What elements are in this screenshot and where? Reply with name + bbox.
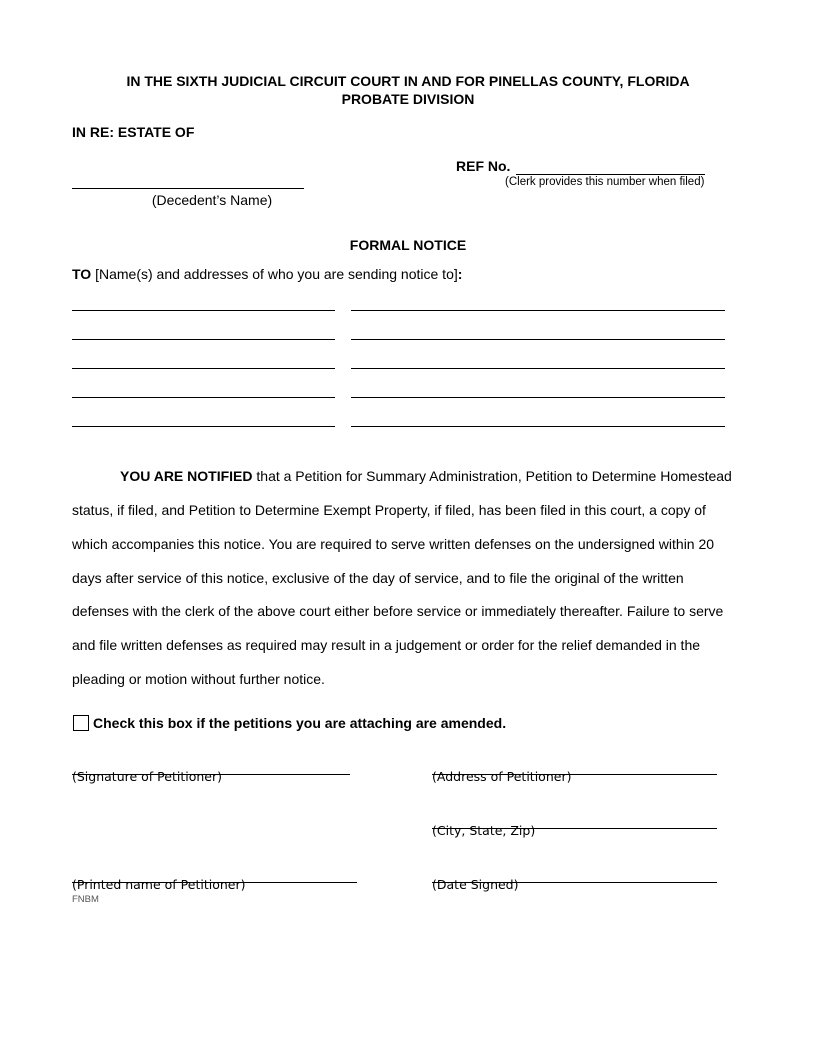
amended-checkbox-label: Check this box if the petitions you are attaching are amended. [93, 715, 507, 731]
notice-body-line-7: pleading or motion without further notice. [72, 671, 325, 687]
recipient-name-field-2[interactable] [72, 325, 335, 340]
recipient-name-field-5[interactable] [72, 412, 335, 427]
recipient-name-field-1[interactable] [72, 296, 335, 311]
you-are-notified-label: YOU ARE NOTIFIED [120, 468, 253, 484]
recipient-name-field-3[interactable] [72, 354, 335, 369]
to-instruction [72, 266, 462, 282]
notice-body-line-2: status, if filed, and Petition to Determine Exempt Property, if filed, has been filed in this court, a copy of [72, 502, 706, 518]
petitioner-printed-name-label: (Printed name of Petitioner) [72, 877, 246, 892]
petitioner-city-state-zip-label: (City, State, Zip) [432, 823, 536, 838]
recipient-address-field-2[interactable] [351, 325, 725, 340]
ref-number-label: REF No. [456, 158, 511, 174]
in-re-estate-label: IN RE: ESTATE OF [72, 124, 195, 140]
recipient-address-field-1[interactable] [351, 296, 725, 311]
petitioner-signature-label: (Signature of Petitioner) [72, 769, 222, 784]
formal-notice-title: FORMAL NOTICE [349, 237, 467, 253]
decedent-name-field[interactable] [72, 174, 304, 189]
court-header-line2: PROBATE DIVISION [341, 91, 475, 107]
to-instruction-text: [Name(s) and addresses of who you are sending notice to] [91, 266, 458, 282]
decedent-name-label: (Decedent’s Name) [151, 192, 273, 208]
notice-body-line-6: and file written defenses as required may result in a judgement or order for the relief demanded in the [72, 637, 701, 653]
petitioner-address-label: (Address of Petitioner) [432, 769, 572, 784]
notice-body-line-3: which accompanies this notice. You are required to serve written defenses on the undersigned within 20 [72, 536, 715, 552]
notice-body-line-5: defenses with the clerk of the above court either before service or immediately thereafter. Failure to serve [72, 603, 724, 619]
form-code: FNBM [72, 894, 99, 905]
notice-body-line-1 [120, 468, 732, 484]
to-label: TO [72, 266, 92, 282]
to-colon: : [457, 266, 463, 282]
court-header-line1: IN THE SIXTH JUDICIAL CIRCUIT COURT IN AND FOR PINELLAS COUNTY, FLORIDA [126, 73, 690, 89]
amended-checkbox[interactable] [73, 715, 89, 731]
recipient-address-field-3[interactable] [351, 354, 725, 369]
recipient-address-field-4[interactable] [351, 383, 725, 398]
notice-body-line-1-text: that a Petition for Summary Administration, Petition to Determine Homestead [252, 468, 732, 484]
ref-number-field[interactable] [516, 160, 705, 175]
date-signed-label: (Date Signed) [432, 877, 519, 892]
notice-body-line-4: days after service of this notice, exclusive of the day of service, and to file the original of the written [72, 570, 684, 586]
ref-number-note: (Clerk provides this number when filed) [505, 176, 705, 188]
recipient-name-field-4[interactable] [72, 383, 335, 398]
recipient-address-field-5[interactable] [351, 412, 725, 427]
